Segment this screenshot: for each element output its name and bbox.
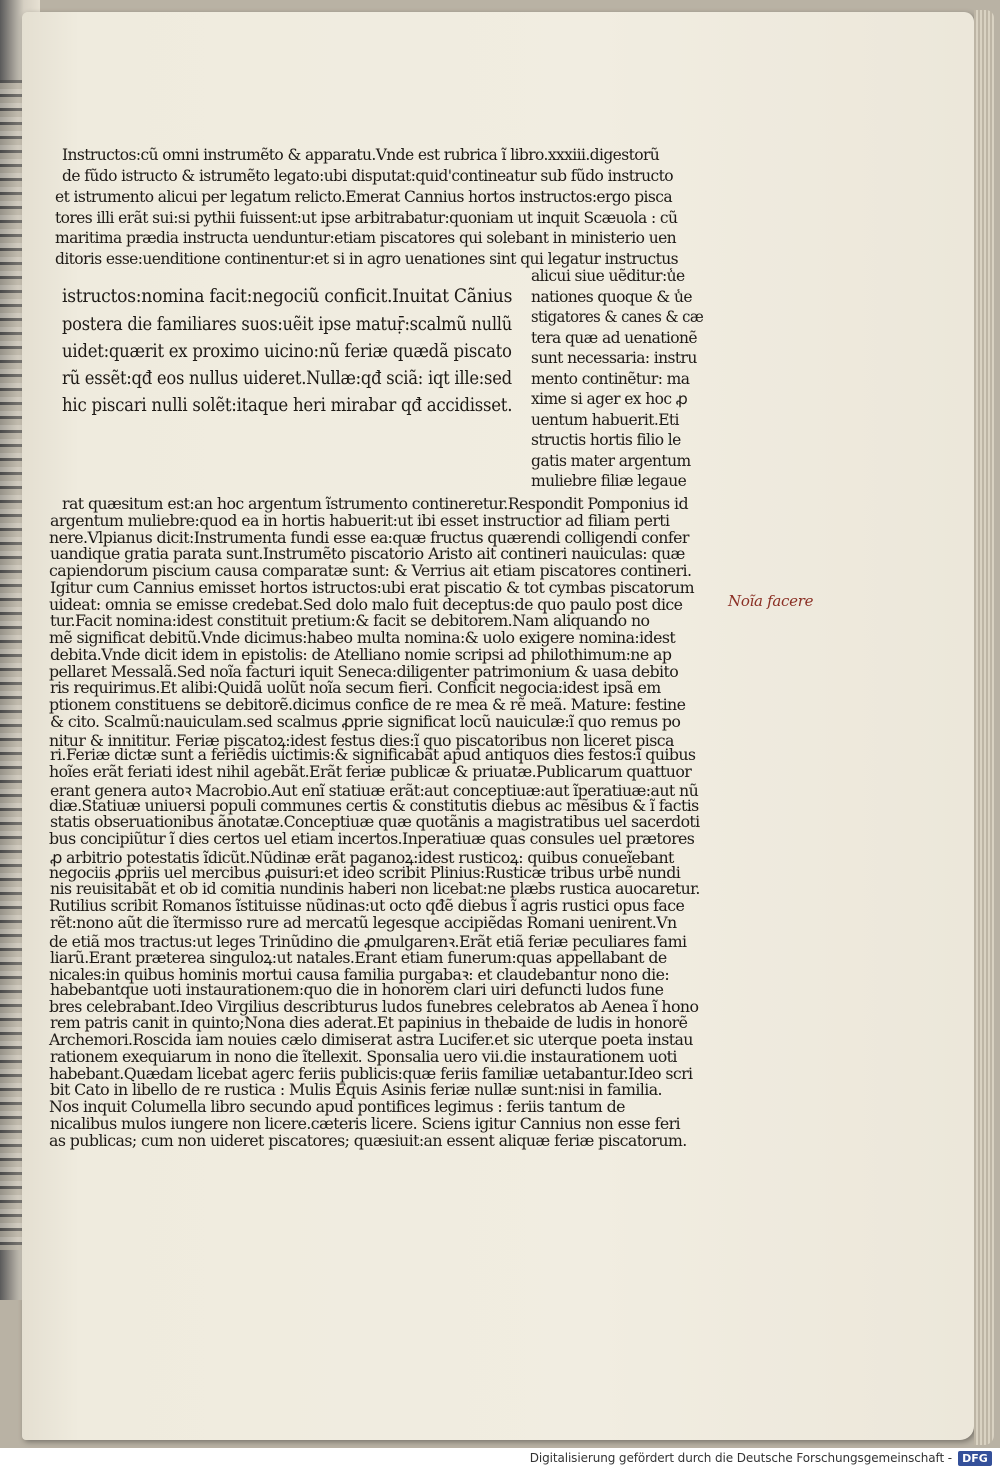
text-line: statis obseruationibus ãnotatæ.Conceptiuæ quæ quotãnis a magistratibus uel sacerdoti (50, 812, 700, 832)
text-line: hoĩes erãt feriati idest nihil agebãt.Erãt feriæ publicæ & priuatæ.Publicarum quattuor (49, 762, 692, 781)
text-line: mẽ significat debitũ.Vnde dicimus:habeo multa nomina:& uolo exigere nomina:idest (49, 628, 676, 647)
text-line: erant genera autoꝛ Macrobio.Aut enĩ statiuæ erãt:aut conceptiuæ:aut ĩperatiuæ:aut nũ (50, 780, 699, 800)
text-line: & cito. Scalmũ:nauiculam.sed scalmus ꝓprie significat locũ nauiculæ:ĩ quo remus po (50, 711, 681, 731)
text-line: postera die familiares suos:uẽit ipse matuṝ:scalmũ nullũ (62, 314, 512, 335)
text-line: et istrumento alicui per legatum relicto.Emerat Cannius hortos instructos:ergo pisca (55, 188, 672, 206)
text-line: Rutilius scribit Romanos ĩstituisse nũdinas:ut octo qđẽ diebus ĩ agris rustici opus face (49, 896, 685, 915)
text-line: ris requirimus.Et alibi:Quidã uolũt noĩa secum fieri. Conficit negocia:idest ipsã em (50, 678, 661, 698)
text-line: habebant.Quædam licebat agerc feriis publicis:quæ feriis familiæ uetabantur.Ideo scri (49, 1063, 693, 1083)
text-line: bres celebrabant.Ideo Virgilius describturus ludos funebres celebratos ab Aenea ĩ hono (49, 996, 699, 1016)
digitization-footer (0, 1448, 1000, 1470)
text-line: debita.Vnde dicit idem in epistolis: de Atelliano nomie scripsi ad philothimum:ne ap (50, 644, 672, 664)
right-page-edge (974, 10, 994, 1445)
text-line: de fũdo istructo & istrumẽto legato:ubi disputat:quid'contineatur sub fũdo instructo (62, 167, 673, 185)
text-line: rationem exequiarum in nono die ĩtellexit. Sponsalia uero vii.die instaurationem uoti (50, 1046, 677, 1066)
text-line: xime si ager ex hoc ꝓ (531, 390, 688, 408)
text-line: pellaret Messalã.Sed noĩa facturi iquit Seneca:diligenter patrimonium & uasa debito (49, 661, 679, 681)
text-line: rem patris canit in quinto;Nona dies aderat.Et papinius in thebaide de ludis in honorẽ (50, 1013, 688, 1033)
text-line: Igitur cum Cannius emisset hortos istructos:ubi erat piscatio & tot cymbas piscatorum (50, 577, 694, 597)
text-line: ri.Feriæ dictæ sunt a feriẽdis uictimis:& significabãt apud antiquos dies festos:ĩ quibus (50, 745, 696, 765)
text-line: de etiã mos tractus:ut leges Trinũdino die ꝓmulgarenꝛ.Erãt etiã feriæ peculiares fami (49, 931, 687, 951)
text-line: hic piscari nulli solẽt:itaque heri mirabar qđ accidisset. (62, 395, 513, 416)
text-line: mento continẽtur: ma (531, 370, 690, 388)
text-line: stigatores & canes & cæ (531, 308, 704, 326)
text-line: maritima prædia instructa uenduntur:etiam piscatores qui solebant in ministerio uen (55, 229, 677, 247)
text-line: bit Cato in libello de re rustica : Mulis Equis Asinis feriæ nullæ sunt:nisi in familia. (50, 1080, 662, 1100)
text-line: nicales:in quibus hominis mortui causa familia purgabaꝛ: et claudebantur nono die: (49, 965, 670, 984)
text-line: istructos:nomina facit:negociũ conficit.Inuitat Cãnius (62, 286, 513, 307)
text-line: negociis ꝓpriis uel mercibus ꝓuisuri:et ideo scribit Plinius:Rusticæ tribus urbẽ nundi (49, 862, 681, 882)
text-line: nicalibus mulos iungere non licere.cæteris licere. Sciens igitur Cannius non esse feri (50, 1113, 681, 1133)
text-line: uentum habuerit.Eti (531, 411, 679, 429)
text-line: nere.Vlpianus dicit:Instrumenta fundi esse ea:quæ fructus quærendi colligendi confer (49, 527, 689, 547)
text-line: argentum muliebre:quod ea in hortis habuerit:ut ibi esset instructior ad filiam perti (50, 510, 670, 530)
dfg-logo: DFG (958, 1451, 992, 1466)
text-line: gatis mater argentum (531, 452, 691, 470)
text-line: structis hortis filio le (531, 431, 681, 449)
text-line: sunt necessaria: instru (531, 349, 697, 367)
text-line: nis reuisitabãt et ob id comitia nundinis haberi non licebat:ne plæbs rustica auocaretur. (50, 879, 700, 899)
text-line: uidet:quærit ex proximo uicino:nũ feriæ quædã piscato (62, 341, 512, 362)
text-line: uandique gratia parata sunt.Instrumẽto piscatorio Aristo ait contineri nauiculas: quæ (50, 544, 685, 564)
text-line: diæ.Statiuæ uniuersi populi communes certis & constitutis diebus ac mẽsibus & ĩ factis (49, 795, 699, 815)
footer-credit-text: Digitalisierung gefördert durch die Deutsche Forschungsgemeinschaft - (529, 1451, 952, 1465)
text-line: nationes quoque & u̾e (531, 288, 692, 306)
text-line: Archemori.Roscida iam nouies cælo dimiserat astra Lucifer.et sic uterque poeta instau (49, 1030, 693, 1049)
text-line: alicui siue uẽditur:u̾e (531, 267, 685, 285)
text-line: Nos inquit Columella libro secundo apud pontifices legimus : feriis tantum de (49, 1097, 625, 1116)
text-line: tur.Facit nomina:idest constituit pretium:& facit se debitorem.Nam aliquando no (50, 611, 650, 631)
handwritten-margin-note: Noĩa facere (728, 592, 814, 610)
text-line: ditoris esse:uenditione continentur:et si in agro uenationes sint qui legatur instructus (55, 250, 678, 268)
text-line: ptionem constituens se debitorẽ.dicimus confice de re mea & rẽ meã. Mature: festine (49, 695, 686, 714)
text-line: rat quæsitum est:an hoc argentum ĩstrumento contineretur.Respondit Pomponius id (62, 494, 688, 513)
text-line: bus concipiũtur ĩ dies certos uel etiam incertos.Inperatiuæ quas consules uel prætores (49, 829, 695, 848)
text-line: Instructos:cũ omni instrumẽto & apparatu.Vnde est rubrica ĩ libro.xxxiii.digestorũ (62, 146, 660, 164)
text-line: rũ essẽt:qđ eos nullus uideret.Nullæ:qđ sciã: iqt ille:sed (62, 368, 512, 389)
text-line: rẽt:nono aũt die ĩtermisso rure ad mercatũ legesque accipiẽdas Romani uenirent.Vn (50, 912, 677, 932)
text-line: tores illi erãt sui:si pythii fuissent:ut ipse arbitrabatur:quoniam ut inquit Scæuola : cũ (55, 209, 678, 227)
text-line: ꝓ arbitrio potestatis ĩdicũt.Nũdinæ erãt paganoꝝ:idest rusticoꝝ: quibus conueĩebant (50, 847, 674, 867)
text-line: as publicas; cum non uideret piscatores; quæsiuit:an essent aliquæ feriæ piscatorum. (49, 1130, 687, 1150)
text-line: tera quæ ad uenationẽ (531, 329, 697, 347)
text-line: nitur & innititur. Feriæ piscatoꝝ:idest festus dies:ĩ quo piscatoribus non liceret pisca (49, 730, 674, 750)
text-line: capiendorum piscium causa comparatæ sunt: & Verrius ait etiam piscatores contineri. (49, 561, 692, 580)
text-line: uideat: omnia se emisse credebat.Sed dolo malo fuit deceptus:de quo paulo post dice (49, 594, 683, 614)
text-line: habebantque uoti instaurationem:quo die in honorem clari uiri defuncti ludos fune (50, 979, 664, 999)
text-line: muliebre filiæ legaue (531, 472, 687, 490)
text-line: liarũ.Erant præterea singuloꝝ:ut natales.Erant etiam funerum:quas appellabant de (50, 948, 667, 968)
